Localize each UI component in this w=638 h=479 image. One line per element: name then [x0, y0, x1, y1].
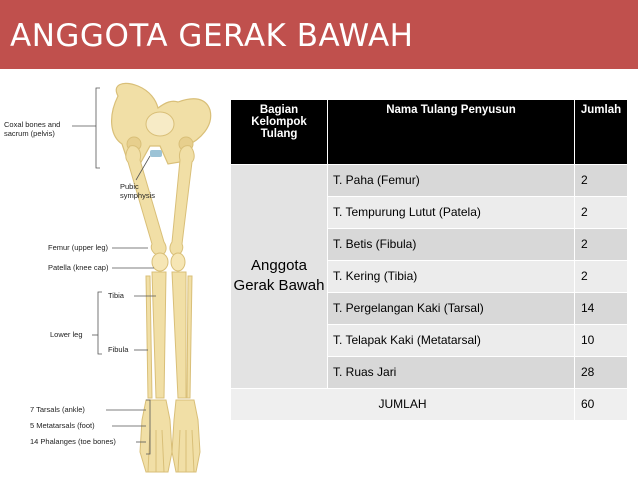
label-femur: Femur (upper leg): [48, 243, 109, 252]
bone-name: T. Tempurung Lutut (Patela): [328, 196, 575, 228]
bone-count: 2: [575, 196, 628, 228]
patella-right: [171, 253, 185, 271]
label-lower-leg: Lower leg: [50, 330, 83, 339]
bone-count: 2: [575, 228, 628, 260]
label-pubic-symphysis: Pubic symphysis: [120, 182, 156, 200]
bone-name: T. Paha (Femur): [328, 164, 575, 196]
label-tibia: Tibia: [108, 291, 124, 300]
bone-name: T. Ruas Jari: [328, 356, 575, 388]
leg-skeleton-figure: [0, 80, 225, 479]
bone-name: T. Kering (Tibia): [328, 260, 575, 292]
feet-shapes: [140, 400, 200, 472]
bone-count: 14: [575, 292, 628, 324]
bone-count: 28: [575, 356, 628, 388]
bone-count: 2: [575, 260, 628, 292]
label-phalanges: 14 Phalanges (toe bones): [30, 437, 116, 446]
patella-left: [152, 253, 168, 271]
header-count: Jumlah: [575, 100, 628, 164]
bone-name: T. Pergelangan Kaki (Tarsal): [328, 292, 575, 324]
table-header-row: [231, 100, 628, 164]
bone-name: T. Betis (Fibula): [328, 228, 575, 260]
title-bar: [0, 0, 638, 69]
skeleton-illustration: [0, 80, 225, 479]
bone-name: T. Telapak Kaki (Metatarsal): [328, 324, 575, 356]
label-tarsals: 7 Tarsals (ankle): [30, 405, 85, 414]
label-coxal: Coxal bones and sacrum (pelvis): [4, 120, 61, 138]
slide-title: ANGGOTA GERAK BAWAH: [10, 18, 414, 54]
table-row: [231, 164, 628, 196]
bone-table: [231, 100, 628, 420]
label-metatarsals: 5 Metatarsals (foot): [30, 421, 95, 430]
lower-leg-shapes: [146, 272, 192, 398]
femur-shapes: [126, 146, 194, 256]
bone-count: 2: [575, 164, 628, 196]
label-patella: Patella (knee cap): [48, 263, 109, 272]
total-label: JUMLAH: [231, 388, 575, 420]
group-label: Anggota Gerak Bawah: [231, 164, 328, 388]
header-name: Nama Tulang Penyusun: [328, 100, 575, 164]
label-fibula: Fibula: [108, 345, 129, 354]
total-row: [231, 388, 628, 420]
header-group: Bagian Kelompok Tulang: [231, 100, 328, 164]
total-value: 60: [575, 388, 628, 420]
bone-count: 10: [575, 324, 628, 356]
